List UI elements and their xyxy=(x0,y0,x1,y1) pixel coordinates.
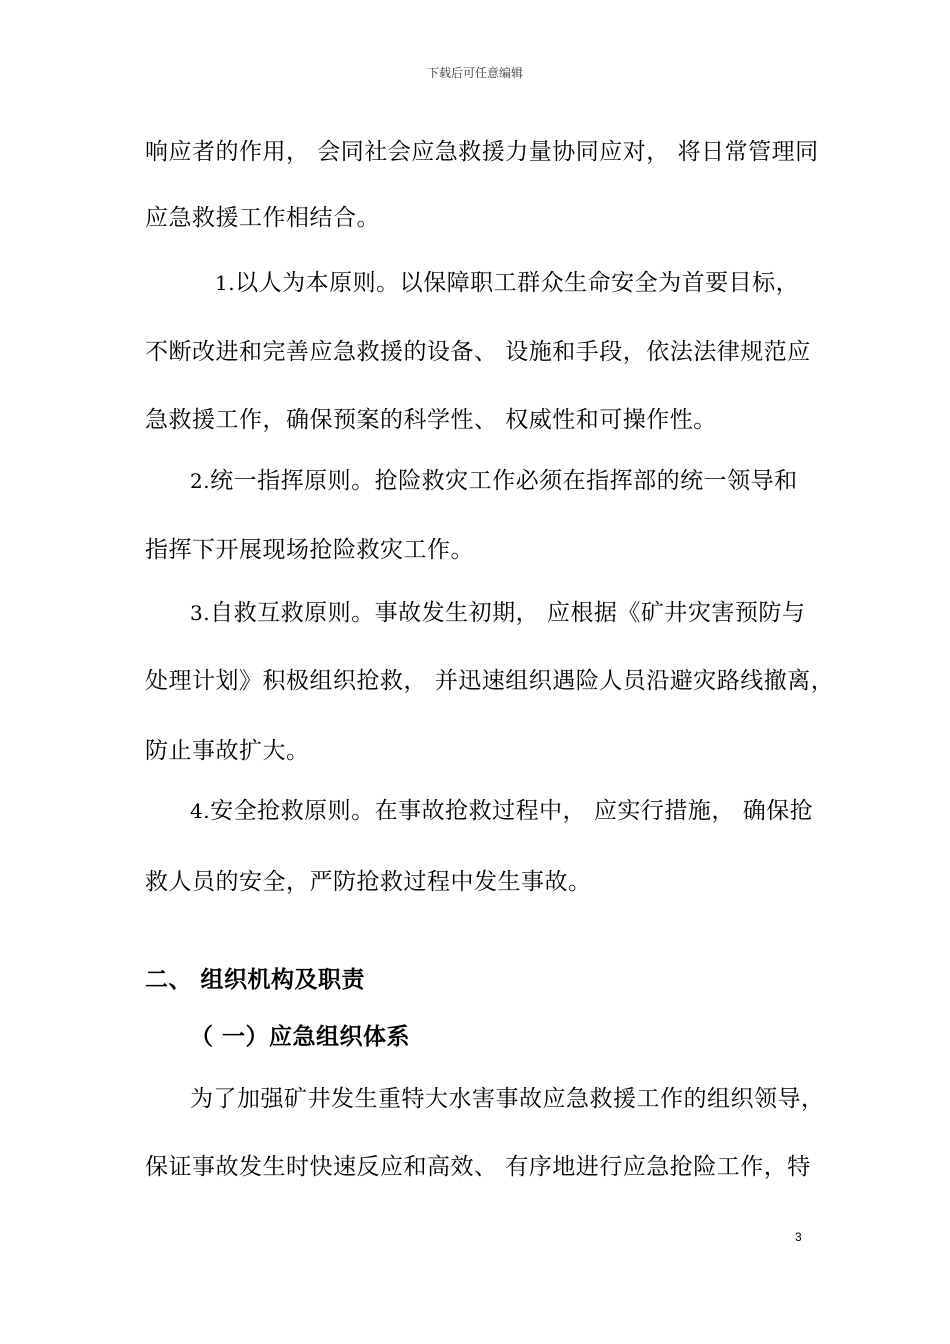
principle-1-line-3: 急救援工作，确保预案的科学性、 权威性和可操作性。 xyxy=(145,407,717,433)
principle-2-line-2: 指挥下开展现场抢险救灾工作。 xyxy=(145,537,474,563)
principle-1-line-2: 不断改进和完善应急救援的设备、 设施和手段，依法法律规范应 xyxy=(145,339,811,365)
subsection-heading: （ 一）应急组织体系 xyxy=(190,1024,411,1050)
principle-3-line-1 xyxy=(190,598,810,628)
principle-4-line-1 xyxy=(190,796,814,826)
principle-4-text: 安全抢救原则。在事故抢救过程中， 应实行措施， 确保抢 xyxy=(210,798,814,824)
page-number: 3 xyxy=(795,1230,802,1244)
principle-3-text: 自救互救原则。事故发生初期， 应根据《矿井灾害预防与 xyxy=(210,600,806,626)
body-line-2: 应急救援工作相结合。 xyxy=(145,205,380,231)
principle-2-text: 统一指挥原则。抢险救灾工作必须在指挥部的统一领导和 xyxy=(210,468,798,494)
principle-1-number: 1. xyxy=(215,271,236,295)
principle-2-line-1 xyxy=(190,466,810,496)
principle-3-line-2: 处理计划》积极组织抢救， 并迅速组织遇险人员沿避灾路线撤离， xyxy=(145,668,835,694)
principle-1-line-1 xyxy=(215,268,810,298)
principle-2-number: 2. xyxy=(190,469,211,493)
body-line-3: 为了加强矿井发生重特大水害事故应急救援工作的组织领导， xyxy=(190,1086,825,1112)
page-header: 下载后可任意编辑 xyxy=(426,66,523,80)
principle-3-line-3: 防止事故扩大。 xyxy=(145,738,310,764)
body-line-4: 保证事故发生时快速反应和高效、 有序地进行应急抢险工作，特 xyxy=(145,1154,811,1180)
principle-4-line-2: 救人员的安全，严防抢救过程中发生事故。 xyxy=(145,869,592,895)
principle-3-number: 3. xyxy=(190,601,211,625)
principle-1-text: 以人为本原则。以保障职工群众生命安全为首要目标， xyxy=(235,270,800,296)
section-heading: 二、 组织机构及职责 xyxy=(145,967,366,993)
body-line-1: 响应者的作用， 会同社会应急救援力量协同应对， 将日常管理同 xyxy=(145,139,819,165)
principle-4-number: 4. xyxy=(190,799,211,823)
